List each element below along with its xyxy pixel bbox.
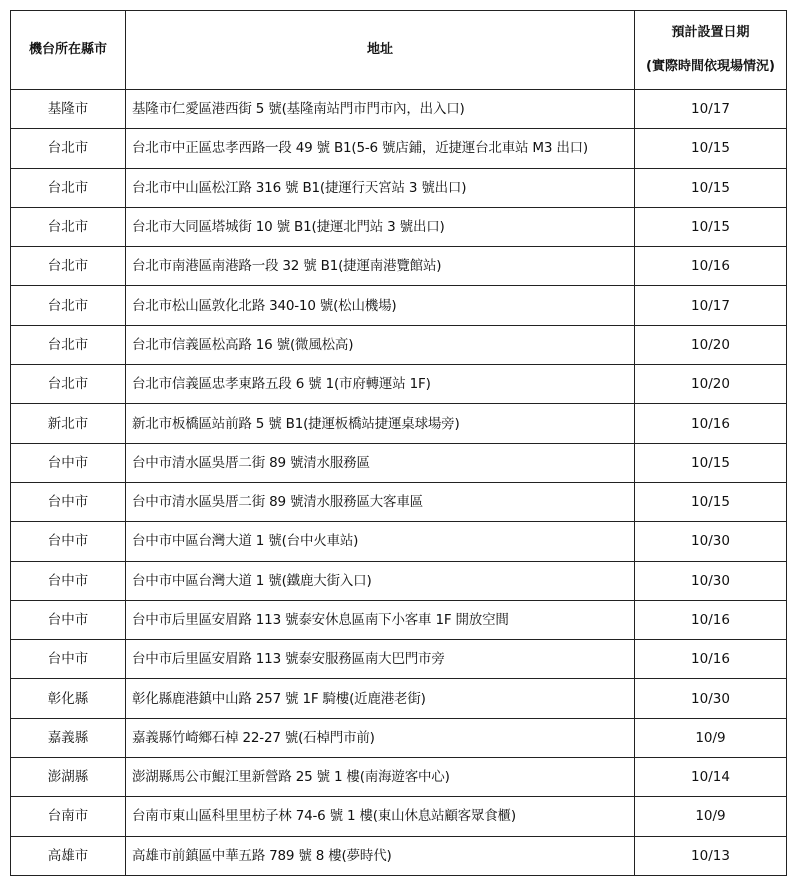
cell-address: 台北市南港區南港路一段 32 號 B1(捷運南港覽館站) [126,247,635,286]
cell-address: 台中市清水區吳厝二街 89 號清水服務區大客車區 [126,482,635,521]
cell-city: 台南市 [11,797,126,836]
cell-city: 基隆市 [11,90,126,129]
cell-date: 10/20 [635,325,787,364]
cell-date: 10/14 [635,758,787,797]
cell-address: 台北市信義區忠孝東路五段 6 號 1(市府轉運站 1F) [126,365,635,404]
cell-address: 台北市信義區松高路 16 號(微風松高) [126,325,635,364]
header-date [635,11,787,90]
table-row [11,168,787,207]
cell-date: 10/17 [635,90,787,129]
cell-address: 台中市中區台灣大道 1 號(鐵鹿大街入口) [126,561,635,600]
cell-city: 澎湖縣 [11,758,126,797]
cell-city: 台中市 [11,600,126,639]
cell-address: 台中市后里區安眉路 113 號泰安服務區南大巴門市旁 [126,640,635,679]
cell-address: 台北市中正區忠孝西路一段 49 號 B1(5-6 號店鋪，近捷運台北車站 M3 出口) [126,129,635,168]
cell-address: 台北市松山區敦化北路 340-10 號(松山機場) [126,286,635,325]
cell-city: 台中市 [11,522,126,561]
cell-city: 台北市 [11,286,126,325]
cell-city: 彰化縣 [11,679,126,718]
header-city: 機台所在縣市 [11,11,126,90]
cell-date: 10/15 [635,129,787,168]
table-row [11,679,787,718]
header-address: 地址 [126,11,635,90]
cell-address: 台南市東山區科里里枋子林 74-6 號 1 樓(東山休息站顧客眾食櫃) [126,797,635,836]
cell-address: 基隆市仁愛區港西街 5 號(基隆南站門市門市內，出入口) [126,90,635,129]
table-row [11,758,787,797]
cell-date: 10/13 [635,836,787,875]
cell-address: 高雄市前鎮區中華五路 789 號 8 樓(夢時代) [126,836,635,875]
cell-city: 嘉義縣 [11,718,126,757]
cell-city: 台中市 [11,561,126,600]
table-row [11,836,787,875]
cell-date: 10/15 [635,207,787,246]
cell-date: 10/9 [635,797,787,836]
cell-city: 台中市 [11,443,126,482]
machine-location-table-container [10,10,786,876]
cell-date: 10/16 [635,600,787,639]
table-row [11,522,787,561]
header-date-note: (實際時間依現場情況) [646,59,775,74]
table-row [11,561,787,600]
cell-date: 10/30 [635,561,787,600]
cell-address: 台北市中山區松江路 316 號 B1(捷運行天宮站 3 號出口) [126,168,635,207]
header-row [11,11,787,90]
table-header [11,11,787,90]
cell-address: 嘉義縣竹崎鄉石棹 22-27 號(石棹門市前) [126,718,635,757]
cell-date: 10/15 [635,482,787,521]
cell-city: 高雄市 [11,836,126,875]
cell-date: 10/15 [635,168,787,207]
table-row [11,600,787,639]
table-row [11,365,787,404]
cell-address: 台中市后里區安眉路 113 號泰安休息區南下小客車 1F 開放空間 [126,600,635,639]
table-row [11,640,787,679]
cell-date: 10/9 [635,718,787,757]
header-date-title: 預計設置日期 [671,25,750,40]
cell-address: 新北市板橋區站前路 5 號 B1(捷運板橋站捷運桌球場旁) [126,404,635,443]
table-body [11,90,787,876]
cell-address: 彰化縣鹿港鎮中山路 257 號 1F 騎樓(近鹿港老街) [126,679,635,718]
table-row [11,90,787,129]
table-row [11,482,787,521]
cell-date: 10/30 [635,679,787,718]
table-row [11,718,787,757]
table-row [11,325,787,364]
cell-address: 台中市清水區吳厝二街 89 號清水服務區 [126,443,635,482]
cell-address: 澎湖縣馬公市鯤江里新營路 25 號 1 樓(南海遊客中心) [126,758,635,797]
cell-city: 台北市 [11,129,126,168]
cell-date: 10/15 [635,443,787,482]
cell-city: 台中市 [11,640,126,679]
cell-city: 台北市 [11,365,126,404]
cell-date: 10/16 [635,640,787,679]
cell-city: 台北市 [11,168,126,207]
table-row [11,443,787,482]
table-row [11,404,787,443]
table-row [11,797,787,836]
table-row [11,129,787,168]
cell-date: 10/17 [635,286,787,325]
cell-city: 台北市 [11,247,126,286]
cell-city: 台中市 [11,482,126,521]
table-row [11,207,787,246]
machine-location-table [10,10,787,876]
cell-date: 10/20 [635,365,787,404]
cell-address: 台中市中區台灣大道 1 號(台中火車站) [126,522,635,561]
cell-date: 10/16 [635,247,787,286]
cell-city: 台北市 [11,207,126,246]
table-row [11,286,787,325]
cell-address: 台北市大同區塔城街 10 號 B1(捷運北門站 3 號出口) [126,207,635,246]
cell-city: 台北市 [11,325,126,364]
cell-date: 10/16 [635,404,787,443]
cell-city: 新北市 [11,404,126,443]
table-row [11,247,787,286]
cell-date: 10/30 [635,522,787,561]
